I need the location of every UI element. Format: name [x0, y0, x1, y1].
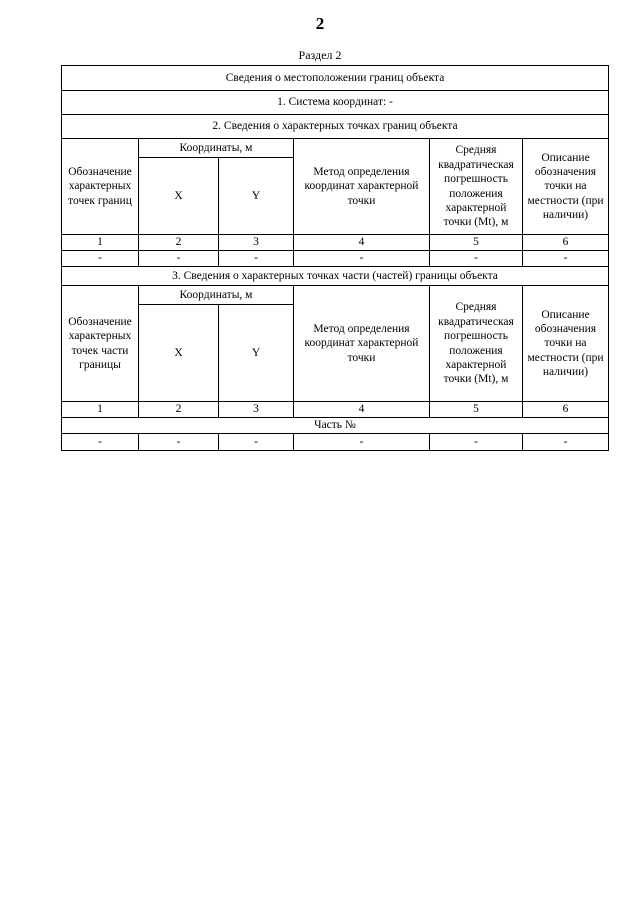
- header-description: [523, 139, 609, 235]
- header-part-coordinates: Координаты, м: [139, 286, 294, 305]
- header-x: X: [139, 158, 219, 235]
- column-numbers-row: [62, 235, 609, 251]
- header-coordinates: Координаты, м: [139, 139, 294, 158]
- part-column-numbers-row: [62, 402, 609, 418]
- header-description-line1: Описание: [541, 151, 590, 164]
- table-row: [62, 251, 609, 267]
- column-number: 1: [62, 402, 139, 418]
- column-number: 3: [219, 402, 294, 418]
- header-part-error: Средняя квадратическая погрешность положения характерной точки (Mt), м: [430, 286, 523, 402]
- table-row: [62, 434, 609, 451]
- table-cell: -: [523, 434, 609, 451]
- column-number: 2: [139, 402, 219, 418]
- coordinate-system: 1. Система координат: -: [62, 91, 609, 115]
- header-y: Y: [219, 158, 294, 235]
- header-part-method: Метод определения координат характерной точки: [294, 286, 430, 402]
- header-part-designation-line2: точек части: [71, 344, 129, 357]
- header-part-designation: [62, 286, 139, 402]
- table-title: Сведения о местоположении границ объекта: [62, 66, 609, 91]
- table-cell: -: [219, 434, 294, 451]
- header-part-description: Описание обозначения точки на местности (при наличии): [523, 286, 609, 402]
- table-cell: -: [294, 251, 430, 267]
- section-label: Раздел 2: [298, 48, 342, 62]
- header-description-rest: обозначения точки на местности (при наличии): [527, 165, 604, 222]
- header-part-x: X: [139, 305, 219, 402]
- header-part-designation-line1: Обозначение характерных: [68, 315, 132, 343]
- column-number: 5: [430, 402, 523, 418]
- part-number-label: Часть №: [62, 418, 609, 434]
- boundary-info-table: [61, 65, 609, 451]
- table-cell: -: [139, 251, 219, 267]
- table-cell: -: [62, 434, 139, 451]
- column-number: 5: [430, 235, 523, 251]
- column-number: 4: [294, 402, 430, 418]
- table-cell: -: [523, 251, 609, 267]
- table-cell: -: [139, 434, 219, 451]
- header-part-designation-line3: границы: [79, 358, 121, 371]
- header-error: Средняя квадратическая погрешность положения характерной точки (Mt), м: [430, 139, 523, 235]
- table-cell: -: [219, 251, 294, 267]
- section3-title: 3. Сведения о характерных точках части (частей) границы объекта: [62, 267, 609, 286]
- table-cell: -: [62, 251, 139, 267]
- section2-title: 2. Сведения о характерных точках границ объекта: [62, 115, 609, 139]
- column-number: 4: [294, 235, 430, 251]
- table-cell: -: [430, 251, 523, 267]
- column-number: 6: [523, 402, 609, 418]
- table-cell: -: [294, 434, 430, 451]
- table-cell: -: [430, 434, 523, 451]
- header-designation: Обозначение характерных точек границ: [62, 139, 139, 235]
- header-method: Метод определения координат характерной точки: [294, 139, 430, 235]
- column-number: 6: [523, 235, 609, 251]
- column-number: 1: [62, 235, 139, 251]
- column-number: 3: [219, 235, 294, 251]
- page-number: 2: [315, 14, 325, 33]
- column-number: 2: [139, 235, 219, 251]
- header-part-y: Y: [219, 305, 294, 402]
